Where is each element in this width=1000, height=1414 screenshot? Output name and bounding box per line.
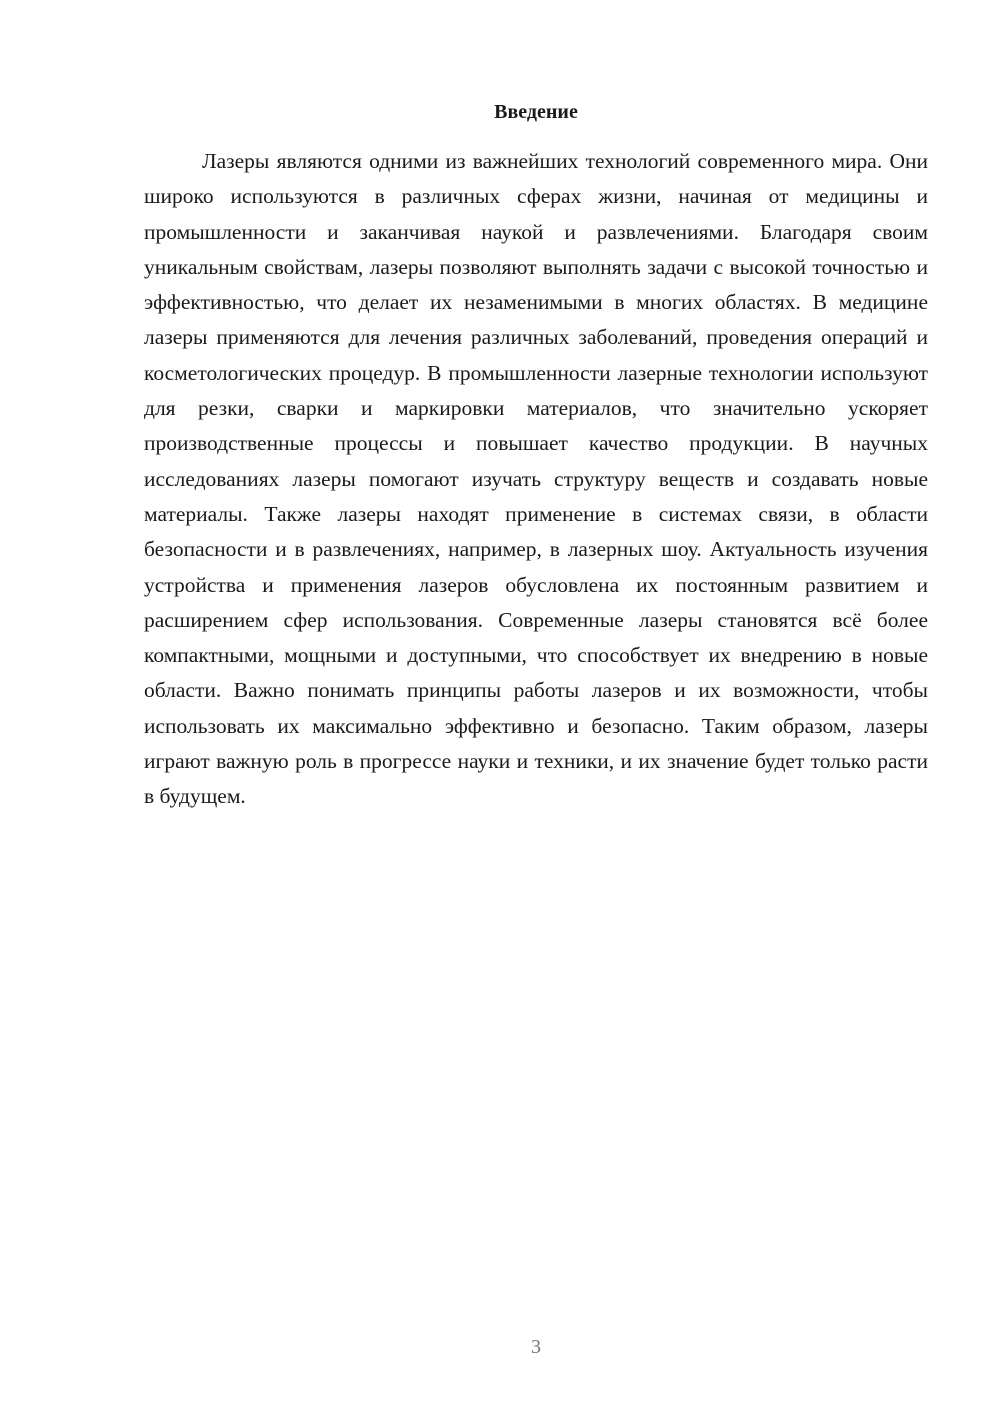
- page-number: 3: [531, 1336, 541, 1358]
- section-heading: Введение: [494, 101, 578, 123]
- body-paragraph: Лазеры являются одними из важнейших технологий современного мира. Они широко используются в различных сферах жизни, начиная от медицины и промышленности и заканчивая наукой и развлечениями. Благодаря своим уникальным свойствам, лазеры позволяют выполнять задачи с высокой точностью и эффективностью, что делает их незаменимыми в многих областях. В медицине лазеры применяются для лечения различных заболеваний, проведения операций и косметологических процедур. В промышленности лазерные технологии используют для резки, сварки и маркировки материалов, что значительно ускоряет производственные процессы и повышает качество продукции. В научных исследованиях лазеры помогают изучать структуру веществ и создавать новые материалы. Также лазеры находят применение в системах связи, в области безопасности и в развлечениях, например, в лазерных шоу. Актуальность изучения устройства и применения лазеров обусловлена их постоянным развитием и расширением сфер использования. Современные лазеры становятся всё более компактными, мощными и доступными, что способствует их внедрению в новые области. Важно понимать принципы работы лазеров и их возможности, чтобы использовать их максимально эффективно и безопасно. Таким образом, лазеры играют важную роль в прогрессе науки и техники, и их значение будет только расти в будущем.: [144, 149, 928, 809]
